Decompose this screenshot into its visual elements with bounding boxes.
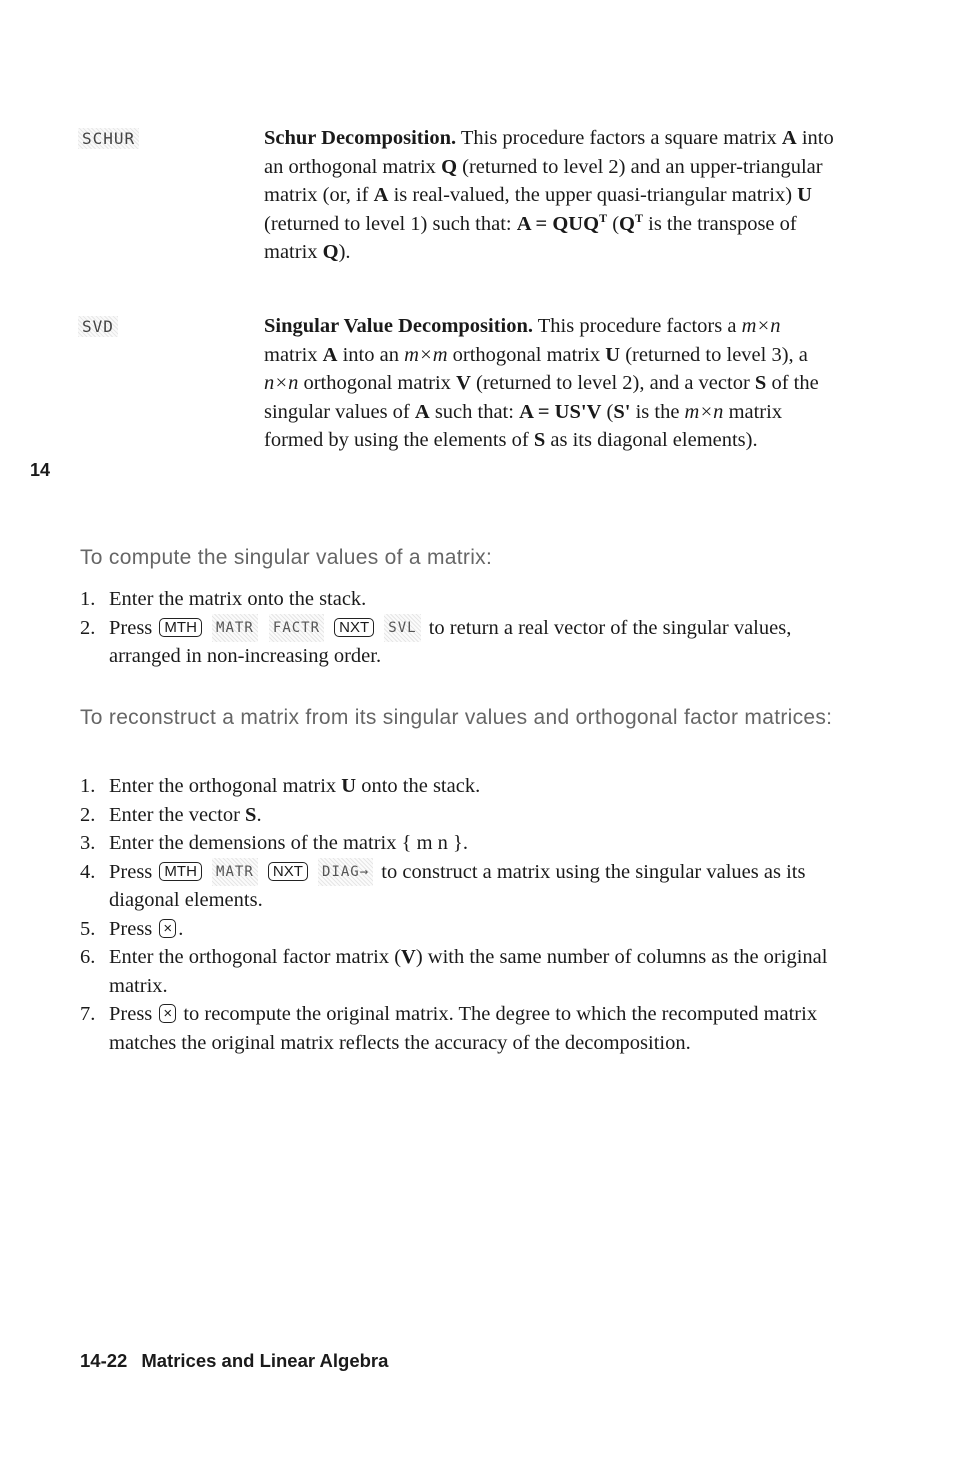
matrix-symbol: Q [322, 241, 339, 263]
def-text: such that: [429, 400, 520, 423]
step-number: 4. [80, 860, 96, 883]
svd-menu-key: SVD [78, 316, 118, 337]
list-item [80, 1000, 840, 1057]
def-text: (returned to level 1) such that: [264, 212, 517, 235]
matrix-symbol: V [456, 372, 471, 394]
vector-symbol: S [245, 803, 257, 826]
diag-softkey: DIAG→ [318, 858, 373, 887]
dimension: m×m [404, 343, 448, 366]
matrix-symbol: A [781, 127, 797, 149]
svd-definition [264, 312, 834, 455]
nxt-key: NXT [268, 862, 308, 881]
step-text: Press [109, 616, 153, 639]
step-text: Enter the orthogonal matrix [109, 775, 342, 797]
def-text: matrix formed by using the elements of [264, 400, 783, 451]
svd-term: Singular Value Decomposition. [264, 315, 534, 337]
list-item [80, 829, 840, 858]
multiply-key: × [159, 919, 176, 938]
matrix-symbol: S' [613, 400, 631, 423]
page-footer [80, 1350, 388, 1372]
def-text: of the singular values of [264, 372, 819, 423]
def-text: is the transpose of matrix [264, 212, 797, 263]
nxt-key: NXT [334, 618, 374, 637]
step-text: Enter the orthogonal factor matrix ( [109, 946, 402, 968]
step-number: 1. [80, 775, 96, 797]
def-text: ). [338, 241, 351, 263]
list-item [80, 915, 840, 944]
def-text: (returned to level 2), and a vector [470, 372, 755, 394]
list-item [80, 801, 840, 830]
matrix-symbol: U [341, 775, 357, 797]
step-text: to construct a matrix using the singular values as its diagonal elements. [109, 860, 806, 911]
step-number: 2. [80, 803, 96, 826]
step-number: 2. [80, 616, 96, 639]
step-text: Press [109, 860, 153, 883]
def-text: is the [630, 400, 685, 423]
matrix-symbol: U [797, 184, 812, 206]
step-text: . [178, 917, 184, 940]
dimension: n×n [264, 372, 299, 394]
def-text: into an [337, 343, 405, 366]
section1-heading: To compute the singular values of a matrix: [80, 546, 493, 569]
page-number: 14-22 [80, 1350, 128, 1371]
step-text: Enter the matrix onto the stack. [109, 588, 367, 610]
superscript: T [599, 210, 608, 225]
schur-definition [264, 124, 834, 267]
mth-key: MTH [159, 862, 202, 881]
equation: A = US'V [519, 400, 602, 423]
superscript: T [634, 210, 643, 225]
step-text: to return a real vector of the singular values, arranged in non-increasing order. [109, 616, 792, 667]
step-text: Enter the vector [109, 803, 246, 826]
step-number: 6. [80, 946, 96, 968]
list-item [80, 858, 840, 915]
vector-symbol: S [533, 429, 546, 451]
dimension: m×n [684, 400, 724, 423]
step-number: 3. [80, 832, 96, 854]
step-text: to recompute the original matrix. The degree to which the recomputed matrix matches the original matrix reflects the accuracy of the decomposition. [109, 1003, 818, 1054]
step-text: ) with the same number of columns as the original matrix. [109, 946, 828, 997]
def-text: ( [607, 212, 620, 235]
step-number: 5. [80, 917, 96, 940]
mth-key: MTH [159, 618, 202, 637]
step-text: Press [109, 917, 153, 940]
equation: A = [516, 212, 548, 235]
def-text: orthogonal matrix [447, 343, 606, 366]
matrix-symbol: V [401, 946, 416, 968]
section2-heading: To reconstruct a matrix from its singular values and orthogonal factor matrices: [80, 706, 833, 729]
def-text: This procedure factors a square matrix [456, 127, 782, 149]
def-text: matrix [264, 343, 323, 366]
matrix-symbol: A [322, 343, 338, 366]
matr-softkey: MATR [212, 858, 258, 887]
vector-symbol: S [754, 372, 767, 394]
multiply-key: × [159, 1004, 176, 1023]
step-number: 1. [80, 588, 96, 610]
list-item [80, 772, 840, 801]
def-text: into an orthogonal matrix [264, 127, 834, 178]
step-text: . [256, 803, 262, 826]
step-text: onto the stack. [356, 775, 481, 797]
matrix-symbol: A [414, 400, 430, 423]
matrix-symbol: Q [441, 155, 458, 178]
equation: QUQ [552, 212, 600, 235]
step-text: Enter the demensions of the matrix { m n }. [109, 832, 468, 854]
factr-softkey: FACTR [269, 614, 324, 643]
matrix-symbol: Q [619, 212, 635, 235]
matr-softkey: MATR [212, 614, 258, 643]
step-number: 7. [80, 1003, 96, 1025]
step-text: Press [109, 1003, 153, 1025]
matrix-symbol: U [605, 343, 621, 366]
schur-menu-key: SCHUR [78, 128, 139, 149]
schur-term: Schur Decomposition. [264, 127, 457, 149]
def-text: as its diagonal elements). [545, 429, 758, 451]
matrix-symbol: A [373, 184, 389, 206]
list-item [80, 943, 840, 1000]
def-text: orthogonal matrix [298, 372, 457, 394]
def-text: This procedure factors a [533, 315, 742, 337]
section1-steps [80, 585, 840, 671]
def-text: is real-valued, the upper quasi-triangular matrix) [388, 184, 798, 206]
dimension: m×n [741, 315, 781, 337]
chapter-title: Matrices and Linear Algebra [141, 1350, 389, 1371]
def-text: (returned to level 2) and an upper-triangular matrix (or, if [264, 155, 823, 206]
chapter-thumb-tab: 14 [30, 460, 51, 480]
list-item [80, 614, 840, 671]
svl-softkey: SVL [384, 614, 420, 643]
def-text: ( [601, 400, 614, 423]
list-item [80, 585, 840, 614]
section2-steps [80, 772, 840, 1057]
def-text: (returned to level 3), a [620, 343, 808, 366]
